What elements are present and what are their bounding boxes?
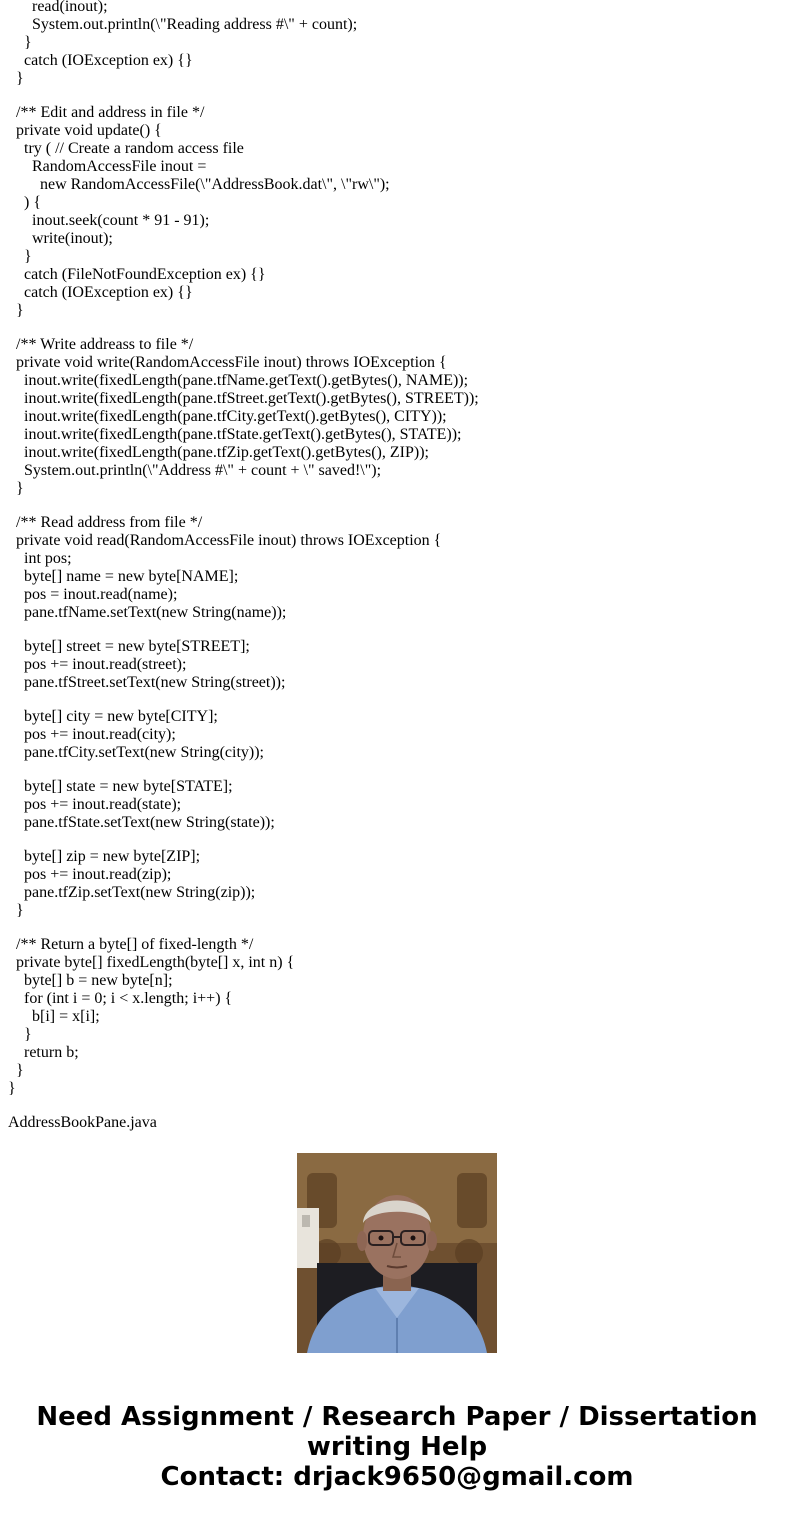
code-line: System.out.println(\"Reading address #\" + count); bbox=[8, 16, 358, 33]
promo-banner bbox=[0, 1402, 794, 1492]
code-line: } bbox=[8, 302, 24, 319]
code-line: byte[] zip = new byte[ZIP]; bbox=[8, 848, 201, 865]
code-line: private void write(RandomAccessFile inout) throws IOException { bbox=[8, 354, 447, 371]
promo-line-1: Need Assignment / Research Paper / Dissertation bbox=[36, 1402, 758, 1432]
code-line: byte[] street = new byte[STREET]; bbox=[8, 638, 250, 655]
code-line: } bbox=[8, 248, 32, 265]
promo-line-2: writing Help bbox=[306, 1432, 488, 1462]
code-line: inout.write(fixedLength(pane.tfZip.getText().getBytes(), ZIP)); bbox=[8, 444, 429, 461]
code-line: inout.write(fixedLength(pane.tfCity.getText().getBytes(), CITY)); bbox=[8, 408, 447, 425]
code-line: catch (FileNotFoundException ex) {} bbox=[8, 266, 266, 283]
code-line: RandomAccessFile inout = bbox=[8, 158, 207, 175]
code-line bbox=[8, 88, 479, 104]
code-line: } bbox=[8, 34, 32, 51]
code-line bbox=[8, 320, 479, 336]
code-line: inout.write(fixedLength(pane.tfStreet.getText().getBytes(), STREET)); bbox=[8, 390, 479, 407]
code-line bbox=[8, 1098, 479, 1114]
code-line: read(inout); bbox=[8, 0, 108, 15]
code-line: } bbox=[8, 1026, 32, 1043]
code-line: /** Read address from file */ bbox=[8, 514, 203, 531]
code-line: for (int i = 0; i < x.length; i++) { bbox=[8, 990, 233, 1007]
code-line bbox=[8, 498, 479, 514]
code-listing bbox=[8, 0, 479, 1132]
code-line: /** Return a byte[] of fixed-length */ bbox=[8, 936, 254, 953]
code-line bbox=[8, 762, 479, 778]
code-line: private byte[] fixedLength(byte[] x, int n) { bbox=[8, 954, 295, 971]
code-line: inout.write(fixedLength(pane.tfState.getText().getBytes(), STATE)); bbox=[8, 426, 462, 443]
code-line bbox=[8, 692, 479, 708]
code-line: byte[] city = new byte[CITY]; bbox=[8, 708, 218, 725]
code-line: byte[] name = new byte[NAME]; bbox=[8, 568, 239, 585]
code-line: private void read(RandomAccessFile inout) throws IOException { bbox=[8, 532, 442, 549]
code-line: private void update() { bbox=[8, 122, 162, 139]
author-avatar bbox=[297, 1153, 497, 1353]
code-line: pos = inout.read(name); bbox=[8, 586, 178, 603]
code-line: ) { bbox=[8, 194, 42, 211]
code-line: return b; bbox=[8, 1044, 79, 1061]
portrait-image bbox=[297, 1153, 497, 1353]
code-line: byte[] state = new byte[STATE]; bbox=[8, 778, 233, 795]
code-line: inout.seek(count * 91 - 91); bbox=[8, 212, 210, 229]
promo-contact: Contact: drjack9650@gmail.com bbox=[160, 1462, 634, 1492]
code-line: write(inout); bbox=[8, 230, 113, 247]
code-line: catch (IOException ex) {} bbox=[8, 52, 193, 69]
code-line: pane.tfStreet.setText(new String(street)); bbox=[8, 674, 286, 691]
code-line: pane.tfName.setText(new String(name)); bbox=[8, 604, 287, 621]
code-line: pos += inout.read(zip); bbox=[8, 866, 172, 883]
code-line: pos += inout.read(state); bbox=[8, 796, 182, 813]
code-line: pane.tfZip.setText(new String(zip)); bbox=[8, 884, 256, 901]
code-line: byte[] b = new byte[n]; bbox=[8, 972, 173, 989]
code-line: pos += inout.read(street); bbox=[8, 656, 187, 673]
code-line: b[i] = x[i]; bbox=[8, 1008, 100, 1025]
code-line bbox=[8, 622, 479, 638]
code-line: pane.tfState.setText(new String(state)); bbox=[8, 814, 275, 831]
code-line: } bbox=[8, 70, 24, 87]
code-line: pos += inout.read(city); bbox=[8, 726, 176, 743]
code-line: catch (IOException ex) {} bbox=[8, 284, 193, 301]
code-line: try ( // Create a random access file bbox=[8, 140, 244, 157]
code-line: pane.tfCity.setText(new String(city)); bbox=[8, 744, 264, 761]
code-line: } bbox=[8, 1080, 16, 1097]
code-line: } bbox=[8, 480, 24, 497]
code-line bbox=[8, 832, 479, 848]
code-line: } bbox=[8, 902, 24, 919]
code-line: } bbox=[8, 1062, 24, 1079]
code-line bbox=[8, 920, 479, 936]
code-line: /** Write addreass to file */ bbox=[8, 336, 194, 353]
code-line: int pos; bbox=[8, 550, 72, 567]
code-line: AddressBookPane.java bbox=[8, 1114, 157, 1131]
code-line: /** Edit and address in file */ bbox=[8, 104, 205, 121]
code-line: System.out.println(\"Address #\" + count + \" saved!\"); bbox=[8, 462, 382, 479]
code-line: inout.write(fixedLength(pane.tfName.getText().getBytes(), NAME)); bbox=[8, 372, 469, 389]
code-line: new RandomAccessFile(\"AddressBook.dat\", \"rw\"); bbox=[8, 176, 390, 193]
